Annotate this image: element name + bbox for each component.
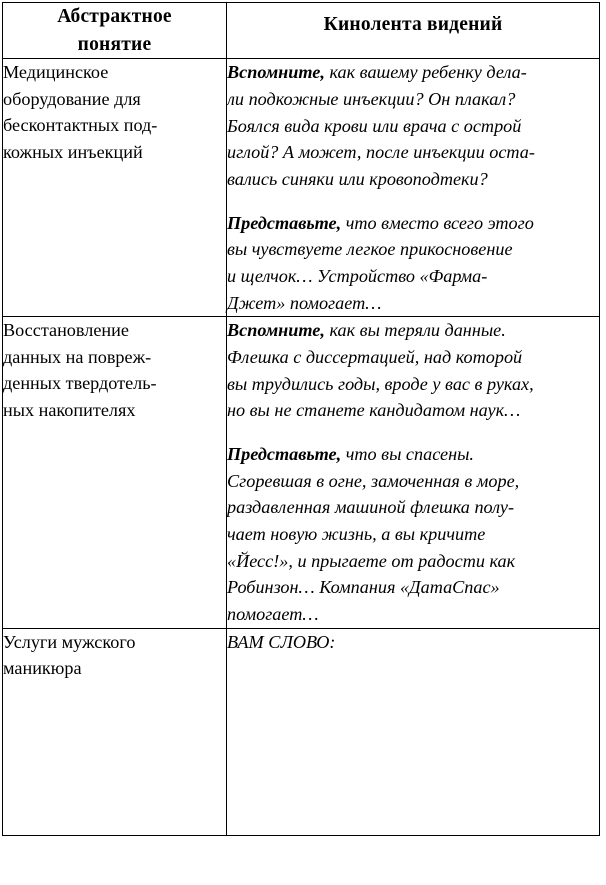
paragraph-line: что вы спасены. [341, 443, 474, 464]
header-line: понятие [77, 33, 152, 55]
paragraph-lead-in: Вспомните, [227, 62, 325, 83]
paragraph-line: вы трудились годы, вроде у вас в руках, [227, 373, 534, 394]
concept-line: кожных инъекций [3, 141, 143, 162]
paragraph-line: вались синяки или кровоподтеки? [227, 169, 488, 189]
concept-line: Медицинское [3, 62, 109, 83]
concept-line: бесконтактных под- [3, 115, 158, 136]
vision-film-cell-blank[interactable] [227, 628, 600, 835]
paragraph-line: Боялся вида крови или врача с острой [227, 115, 522, 136]
paragraph-line: помогает… [227, 603, 319, 624]
table-body [3, 59, 600, 835]
paragraph-line: как вашему ребенку дела- [324, 62, 527, 83]
vision-film-cell [227, 59, 600, 317]
concept-cell [3, 59, 227, 317]
table-header [3, 3, 600, 59]
concept-cell [3, 317, 227, 628]
table-row [3, 628, 600, 835]
paragraph-first-line [227, 210, 599, 237]
header-line: Кинолента видений [323, 14, 503, 35]
paragraph-line: вы чувствуете легкое прикосновение [227, 239, 513, 260]
vision-paragraph [227, 441, 599, 628]
paragraph-line: как вы теряли данные. [324, 320, 506, 341]
concept-line: маникюра [3, 657, 82, 678]
header-row [3, 3, 600, 59]
column-header-abstract-concept [3, 3, 227, 59]
paragraph-line: Сгоревшая в огне, замоченная в море, [227, 470, 520, 491]
paragraph-lead-in: Представьте, [227, 443, 342, 464]
paragraph-line: иглой? А может, после инъекции оста- [227, 142, 535, 163]
paragraph-line: что вместо всего этого [341, 212, 534, 233]
abstract-concept-vision-table [2, 2, 600, 836]
concept-line: Восстановление [3, 320, 129, 341]
paragraph-line: Флешка с диссертацией, над которой [227, 346, 523, 367]
paragraph-line: Джет» помогает… [227, 292, 382, 313]
paragraph-line: и щелчок… Устройство «Фарма- [227, 265, 488, 286]
concept-line: ных накопителях [3, 399, 136, 420]
paragraph-lead-in: Вспомните, [227, 320, 325, 341]
paragraph-first-line [227, 317, 599, 344]
concept-line: данных на повреж- [3, 346, 152, 367]
vision-paragraph [227, 210, 599, 317]
paragraph-line: «Йесс!», и прыгаете от радости как [227, 550, 516, 571]
paragraph-line: но вы не станете кандидатом наук… [227, 400, 521, 421]
concept-line: оборудование для [3, 88, 141, 109]
table-row [3, 59, 600, 317]
vision-paragraph [227, 317, 599, 424]
paragraph-line: чает новую жизнь, а вы кричите [227, 523, 486, 544]
paragraph-lead-in: Представьте, [227, 212, 342, 233]
header-line: Абстрактное [57, 6, 172, 27]
concept-cell [3, 628, 227, 835]
paragraph-line: Робинзон… Компания «ДатаСпас» [227, 577, 500, 598]
vision-film-cell [227, 317, 600, 628]
concept-line: денных твердотель- [3, 373, 157, 394]
paragraph-line: раздавленная машиной флешка полу- [227, 497, 515, 518]
table-row [3, 317, 600, 628]
vision-paragraph [227, 629, 599, 656]
column-header-vision-film [227, 3, 600, 59]
concept-line: Услуги мужского [3, 631, 136, 652]
your-turn-prompt: ВАМ СЛОВО: [227, 631, 336, 652]
paragraph-first-line [227, 441, 599, 468]
vision-paragraph [227, 59, 599, 192]
paragraph-line: ли подкожные инъекции? Он плакал? [227, 89, 516, 110]
paragraph-first-line [227, 59, 599, 86]
